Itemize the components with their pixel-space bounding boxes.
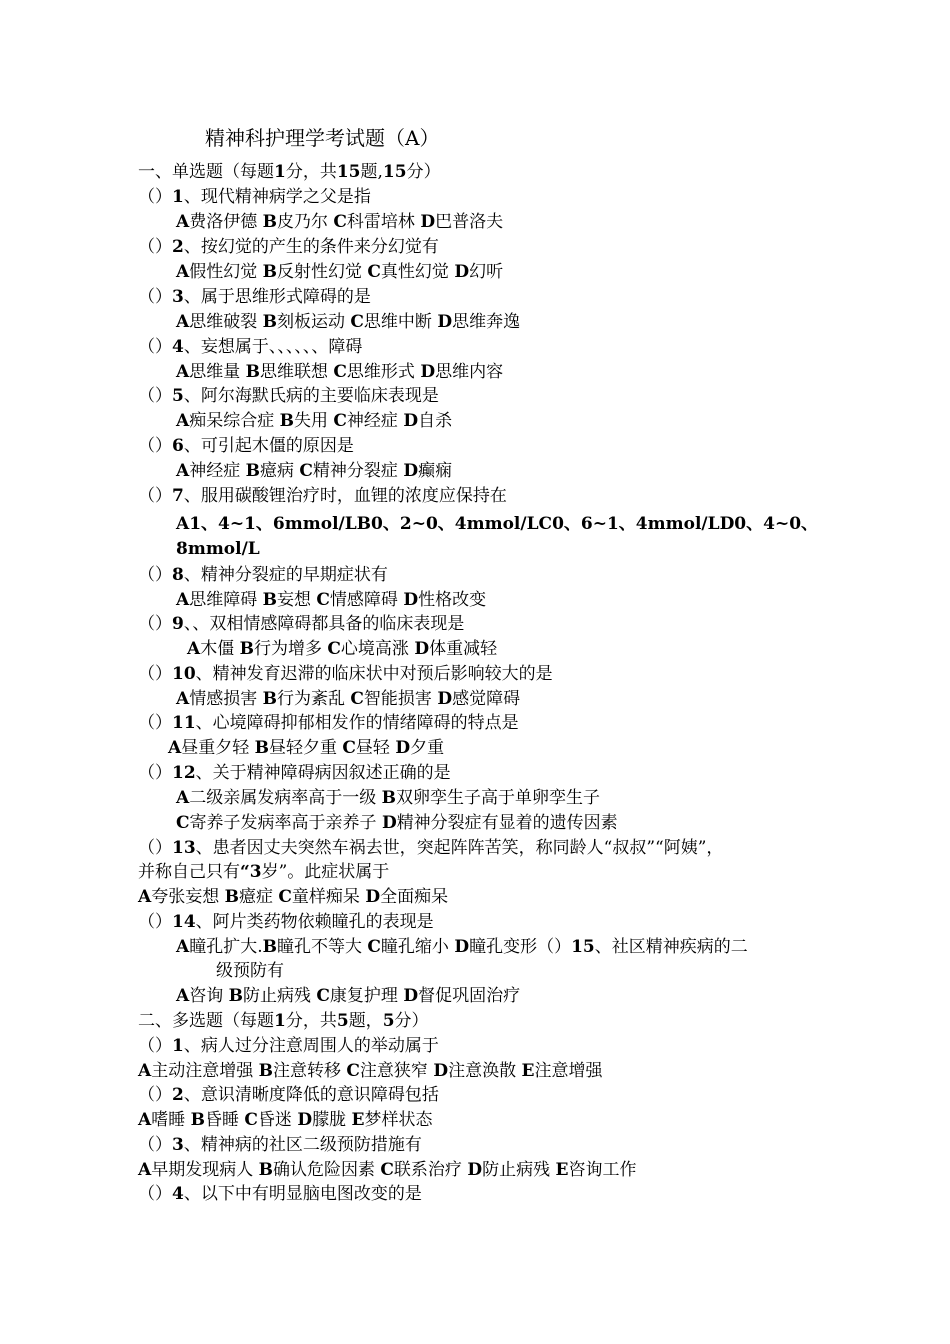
exam-line: （）1、现代精神病学之父是指	[138, 187, 371, 207]
exam-line: A思维量 B思维联想 C思维形式 D思维内容	[176, 362, 504, 382]
exam-line: A主动注意增强 B注意转移 C注意狭窄 D注意涣散 E注意增强	[138, 1061, 603, 1081]
exam-line: （）6、可引起木僵的原因是	[138, 436, 354, 456]
exam-line: A瞳孔扩大.B瞳孔不等大 C瞳孔缩小 D瞳孔变形（）15、社区精神疾病的二	[176, 937, 748, 957]
exam-line: （）5、阿尔海默氏病的主要临床表现是	[138, 386, 439, 406]
exam-line: （）11、心境障碍抑郁相发作的情绪障碍的特点是	[138, 713, 519, 733]
exam-line: （）2、按幻觉的产生的条件来分幻觉有	[138, 237, 439, 257]
exam-line: A情感损害 B行为紊乱 C智能损害 D感觉障碍	[176, 689, 521, 709]
exam-line: C寄养子发病率高于亲养子 D精神分裂症有显着的遗传因素	[176, 813, 618, 833]
exam-line: A嗜睡 B昏睡 C昏迷 D朦胧 E梦样状态	[138, 1110, 433, 1130]
exam-line: 8mmol/L	[176, 539, 260, 559]
exam-line: A早期发现病人 B确认危险因素 C联系治疗 D防止病残 E咨询工作	[138, 1160, 637, 1180]
exam-line: （）2、意识清晰度降低的意识障碍包括	[138, 1085, 439, 1105]
exam-line: A夸张妄想 B癔症 C童样痴呆 D全面痴呆	[138, 887, 449, 907]
exam-line: （）3、属于思维形式障碍的是	[138, 287, 371, 307]
exam-line: （）7、服用碳酸锂治疗时，血锂的浓度应保持在	[138, 486, 507, 506]
exam-line: A木僵 B行为增多 C心境高涨 D体重减轻	[187, 639, 498, 659]
exam-line: A费洛伊德 B皮乃尔 C科雷培林 D巴普洛夫	[176, 212, 504, 232]
exam-line: A神经症 B癔病 C精神分裂症 D癫痫	[176, 461, 453, 481]
exam-line: （）8、精神分裂症的早期症状有	[138, 565, 388, 585]
exam-line: A假性幻觉 B反射性幻觉 C真性幻觉 D幻听	[176, 262, 504, 282]
exam-line: （）4、以下中有明显脑电图改变的是	[138, 1184, 422, 1204]
exam-title: 精神科护理学考试题（A）	[205, 126, 440, 150]
exam-line: 级预防有	[216, 961, 284, 981]
exam-line: A痴呆综合症 B失用 C神经症 D自杀	[176, 411, 453, 431]
exam-line: （）13、患者因丈夫突然车祸去世，突起阵阵苦笑，称同龄人“叔叔”“阿姨”，	[138, 838, 724, 858]
exam-line: （）12、关于精神障碍病因叙述正确的是	[138, 763, 451, 783]
exam-line: A1、4~1、6mmol/LB0、2~0、4mmol/LC0、6~1、4mmol/LD0、4~0、	[176, 514, 819, 534]
exam-line: A思维障碍 B妄想 C情感障碍 D性格改变	[176, 590, 487, 610]
exam-line: A昼重夕轻 B昼轻夕重 C昼轻 D夕重	[168, 738, 445, 758]
exam-line: A咨询 B防止病残 C康复护理 D督促巩固治疗	[176, 986, 521, 1006]
exam-line: （）3、精神病的社区二级预防措施有	[138, 1135, 422, 1155]
exam-line: A二级亲属发病率高于一级 B双卵孪生子高于单卵孪生子	[176, 788, 600, 808]
exam-line: A思维破裂 B刻板运动 C思维中断 D思维奔逸	[176, 312, 521, 332]
exam-line: （）9、、双相情感障碍都具备的临床表现是	[138, 614, 465, 634]
exam-line: 并称自己只有“3岁”。此症状属于	[138, 862, 390, 882]
exam-line: 二、多选题（每题1分，共5题，5分）	[138, 1011, 429, 1031]
exam-line: （）4、妄想属于、、、、、、障碍	[138, 337, 363, 357]
exam-line: 一、单选题（每题1分，共15题,15分）	[138, 162, 441, 182]
exam-line: （）14、阿片类药物依赖瞳孔的表现是	[138, 912, 434, 932]
exam-line: （）10、精神发育迟滞的临床状中对预后影响较大的是	[138, 664, 553, 684]
exam-line: （）1、病人过分注意周围人的举动属于	[138, 1036, 439, 1056]
